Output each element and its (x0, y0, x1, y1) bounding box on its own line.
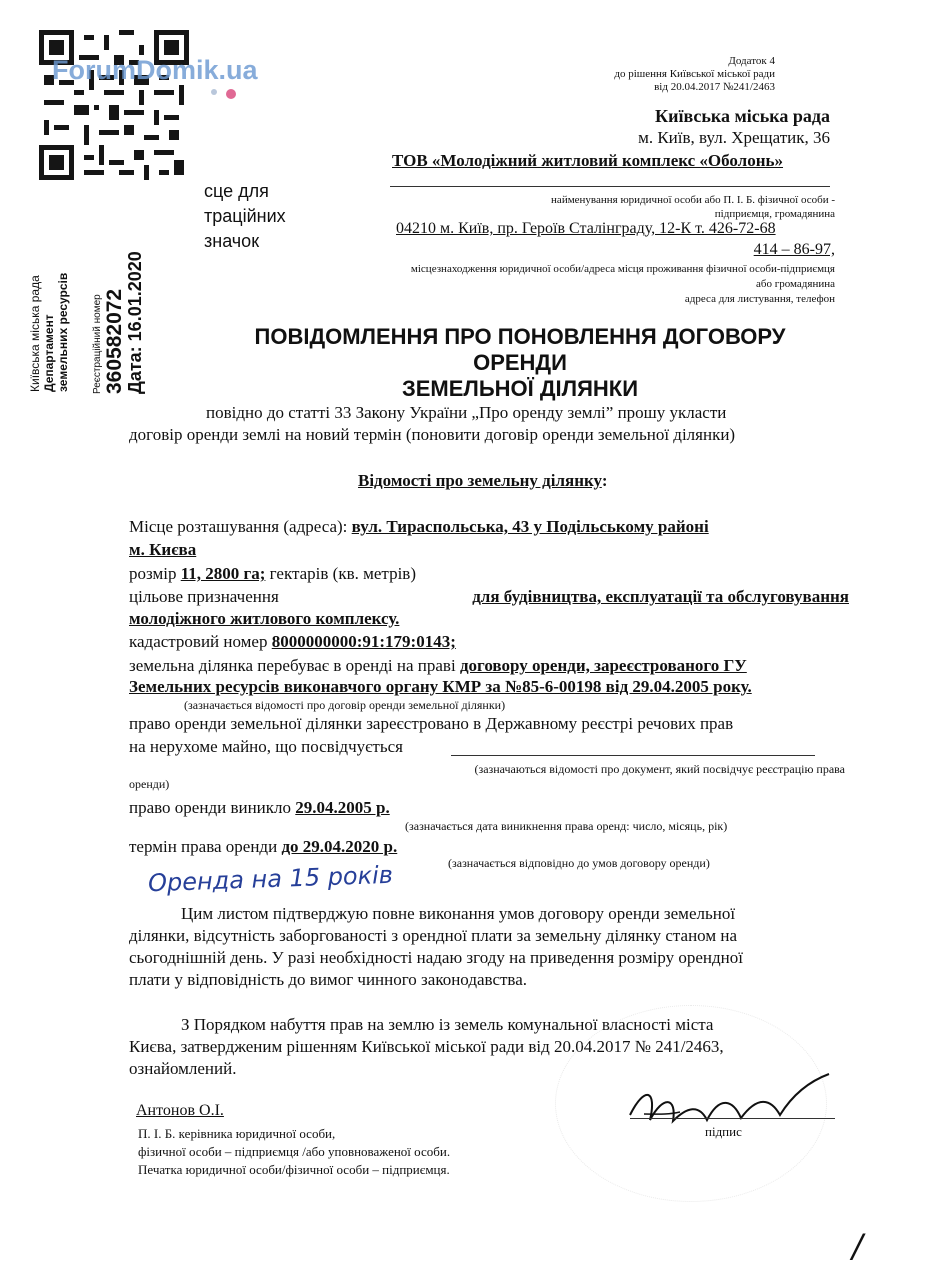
cadastral-value: 8000000000:91:179:0143; (271, 632, 456, 651)
annex-line: до рішення Київської міської ради (614, 68, 775, 80)
stamp-department: земельних ресурсів (56, 272, 70, 392)
size-label: розмір (129, 564, 177, 583)
registry-hint-1: (зазначаються відомості про документ, який посвідчує реєстрацію права (474, 762, 845, 776)
watermark: ForumDomik.ua (52, 55, 258, 85)
authority-address: м. Київ, вул. Хрещатик, 36 (638, 128, 830, 147)
registration-area-line: значок (204, 231, 260, 251)
registration-stamp (92, 251, 144, 394)
section-title (358, 470, 608, 492)
authority-name: Київська міська рада (655, 106, 830, 126)
contact-phone: 414 – 86-97, (753, 241, 835, 258)
purpose-row (129, 586, 849, 608)
location-hint-line: місцезнаходження юридичної особи/адреса місця проживання фізичної особи-підприємця (410, 263, 835, 275)
lease-value: договору оренди, зареєстрованого ГУ (459, 656, 747, 675)
registration-area-label (204, 179, 286, 254)
watermark-dot (211, 89, 217, 95)
lease-row (129, 655, 849, 677)
left-stamp (28, 273, 70, 392)
arose-value: 29.04.2005 р. (295, 798, 390, 817)
title-line: ЗЕМЕЛЬНОЇ ДІЛЯНКИ (401, 376, 639, 401)
qr-code (34, 25, 194, 185)
signer-name: Антонов О.І. (136, 1102, 224, 1119)
purpose-value-line-2: молодіжного житлового комплексу. (129, 609, 400, 628)
registration-date-label: Дата: (125, 346, 145, 394)
annex-block (560, 55, 775, 94)
confirmation-line-4: плати у відповідність до вимог чинного законодавства. (129, 970, 528, 989)
confirmation-line-2: ділянки, відсутність заборгованості з орендної плати за земельну ділянку станом на (129, 926, 737, 945)
location-row (129, 516, 849, 538)
size-suffix: гектарів (кв. метрів) (269, 564, 416, 583)
cadastral-label: кадастровий номер (129, 632, 268, 651)
signer-hint-line: П. І. Б. керівника юридичної особи, (138, 1126, 336, 1141)
annex-title: Додаток 4 (728, 55, 775, 67)
lease-value-line-2: Земельних ресурсів виконавчого органу КМР за №85-6-00198 від 29.04.2005 року. (129, 677, 752, 696)
registration-date: 16.01.2020 (125, 251, 145, 342)
location-hint-line: або громадянина (756, 278, 835, 290)
signer-hint (138, 1125, 450, 1179)
registration-number-label: Реєстраційний номер (92, 294, 103, 394)
signer-hint-line: фізичної особи – підприємця /або уповноваженої особи. (138, 1144, 451, 1159)
signature-label: підпис (705, 1124, 742, 1139)
stamp-org: Київська міська рада (28, 275, 42, 392)
location-label: Місце розташування (адреса): (129, 517, 348, 536)
registry-line-2: на нерухоме майно, що посвідчується (129, 737, 403, 756)
signature-line (630, 1118, 835, 1119)
page-mark: / (852, 1227, 863, 1265)
arose-label: право оренди виникло (129, 798, 292, 817)
location-hint-line: адреса для листування, телефон (684, 293, 835, 305)
entity-hint-line: підприємця, громадянина (714, 208, 835, 220)
confirmation-line-1: Цим листом підтверджую повне виконання умов договору оренди земельної (181, 904, 736, 923)
handwritten-note: Оренда на 15 років (147, 860, 394, 898)
registration-area-line: сце для (204, 181, 269, 201)
location-hint (355, 262, 835, 307)
registration-number: 360582072 (103, 288, 126, 394)
registry-line-1: право оренди земельної ділянки зареєстровано в Державному реєстрі речових прав (129, 714, 734, 733)
watermark-dot (226, 89, 236, 99)
arose-hint: (зазначається дата виникнення права оренд: число, місяць, рік) (405, 819, 728, 833)
registration-area-line: траційних (204, 206, 286, 226)
intro-line-2: договір оренди землі на новий термін (поновити договір оренди земельної ділянки) (129, 425, 736, 444)
location-value: вул. Тираспольська, 43 у Подільському районі (351, 517, 709, 536)
registry-line (451, 755, 815, 756)
section-title-text: Відомості про земельну ділянку (358, 471, 602, 490)
contact-address: 04210 м. Київ, пр. Героїв Сталінграду, 12-К т. 426-72-68 (396, 220, 776, 237)
size-value: 11, 2800 га; (180, 564, 266, 583)
procedure-line-2: Києва, затвердженим рішенням Київської міської ради від 20.04.2017 № 241/2463, (129, 1037, 724, 1056)
term-value: до 29.04.2020 р. (281, 837, 398, 856)
cadastral-row (129, 631, 456, 653)
procedure-line-1: З Порядком набуття прав на землю із земель комунальної власності міста (181, 1015, 714, 1034)
annex-line: від 20.04.2017 №241/2463 (654, 81, 775, 93)
purpose-value: для будівництва, експлуатації та обслуговування (472, 587, 849, 606)
term-label: термін права оренди (129, 837, 278, 856)
term-row (129, 836, 397, 858)
location-city: м. Києва (129, 540, 197, 559)
purpose-label: цільове призначення (129, 587, 279, 606)
intro-line-1: повідно до статті 33 Закону України „Про оренду землі” прошу укласти (206, 403, 727, 422)
registry-hint-2: оренди) (129, 777, 170, 791)
stamp-department: Департамент (42, 314, 56, 392)
lease-hint: (зазначається відомості про договір оренди земельної ділянки) (184, 698, 506, 712)
procedure-line-3: ознайомлений. (129, 1059, 237, 1078)
arose-row (129, 797, 390, 819)
section-title-colon: : (601, 471, 608, 490)
term-hint: (зазначається відповідно до умов договору оренди) (448, 856, 710, 870)
entity-hint (470, 193, 835, 221)
confirmation-line-3: сьогоднішній день. У разі необхідності надаю згоду на приведення розміру орендної (129, 948, 743, 967)
size-row (129, 563, 416, 585)
title-line: ПОВІДОМЛЕННЯ ПРО ПОНОВЛЕННЯ ДОГОВОРУ ОРЕНДИ (254, 324, 786, 375)
lease-label: земельна ділянка перебуває в оренді на праві (129, 656, 456, 675)
company-name: ТОВ «Молодіжний житловий комплекс «Оболонь» (392, 151, 784, 170)
entity-hint-line: найменування юридичної особи або П. І. Б. фізичної особи - (551, 194, 835, 206)
document-title (205, 324, 835, 402)
company-line (390, 186, 830, 187)
signer-hint-line: Печатка юридичної особи/фізичної особи – підприємця. (138, 1162, 450, 1177)
